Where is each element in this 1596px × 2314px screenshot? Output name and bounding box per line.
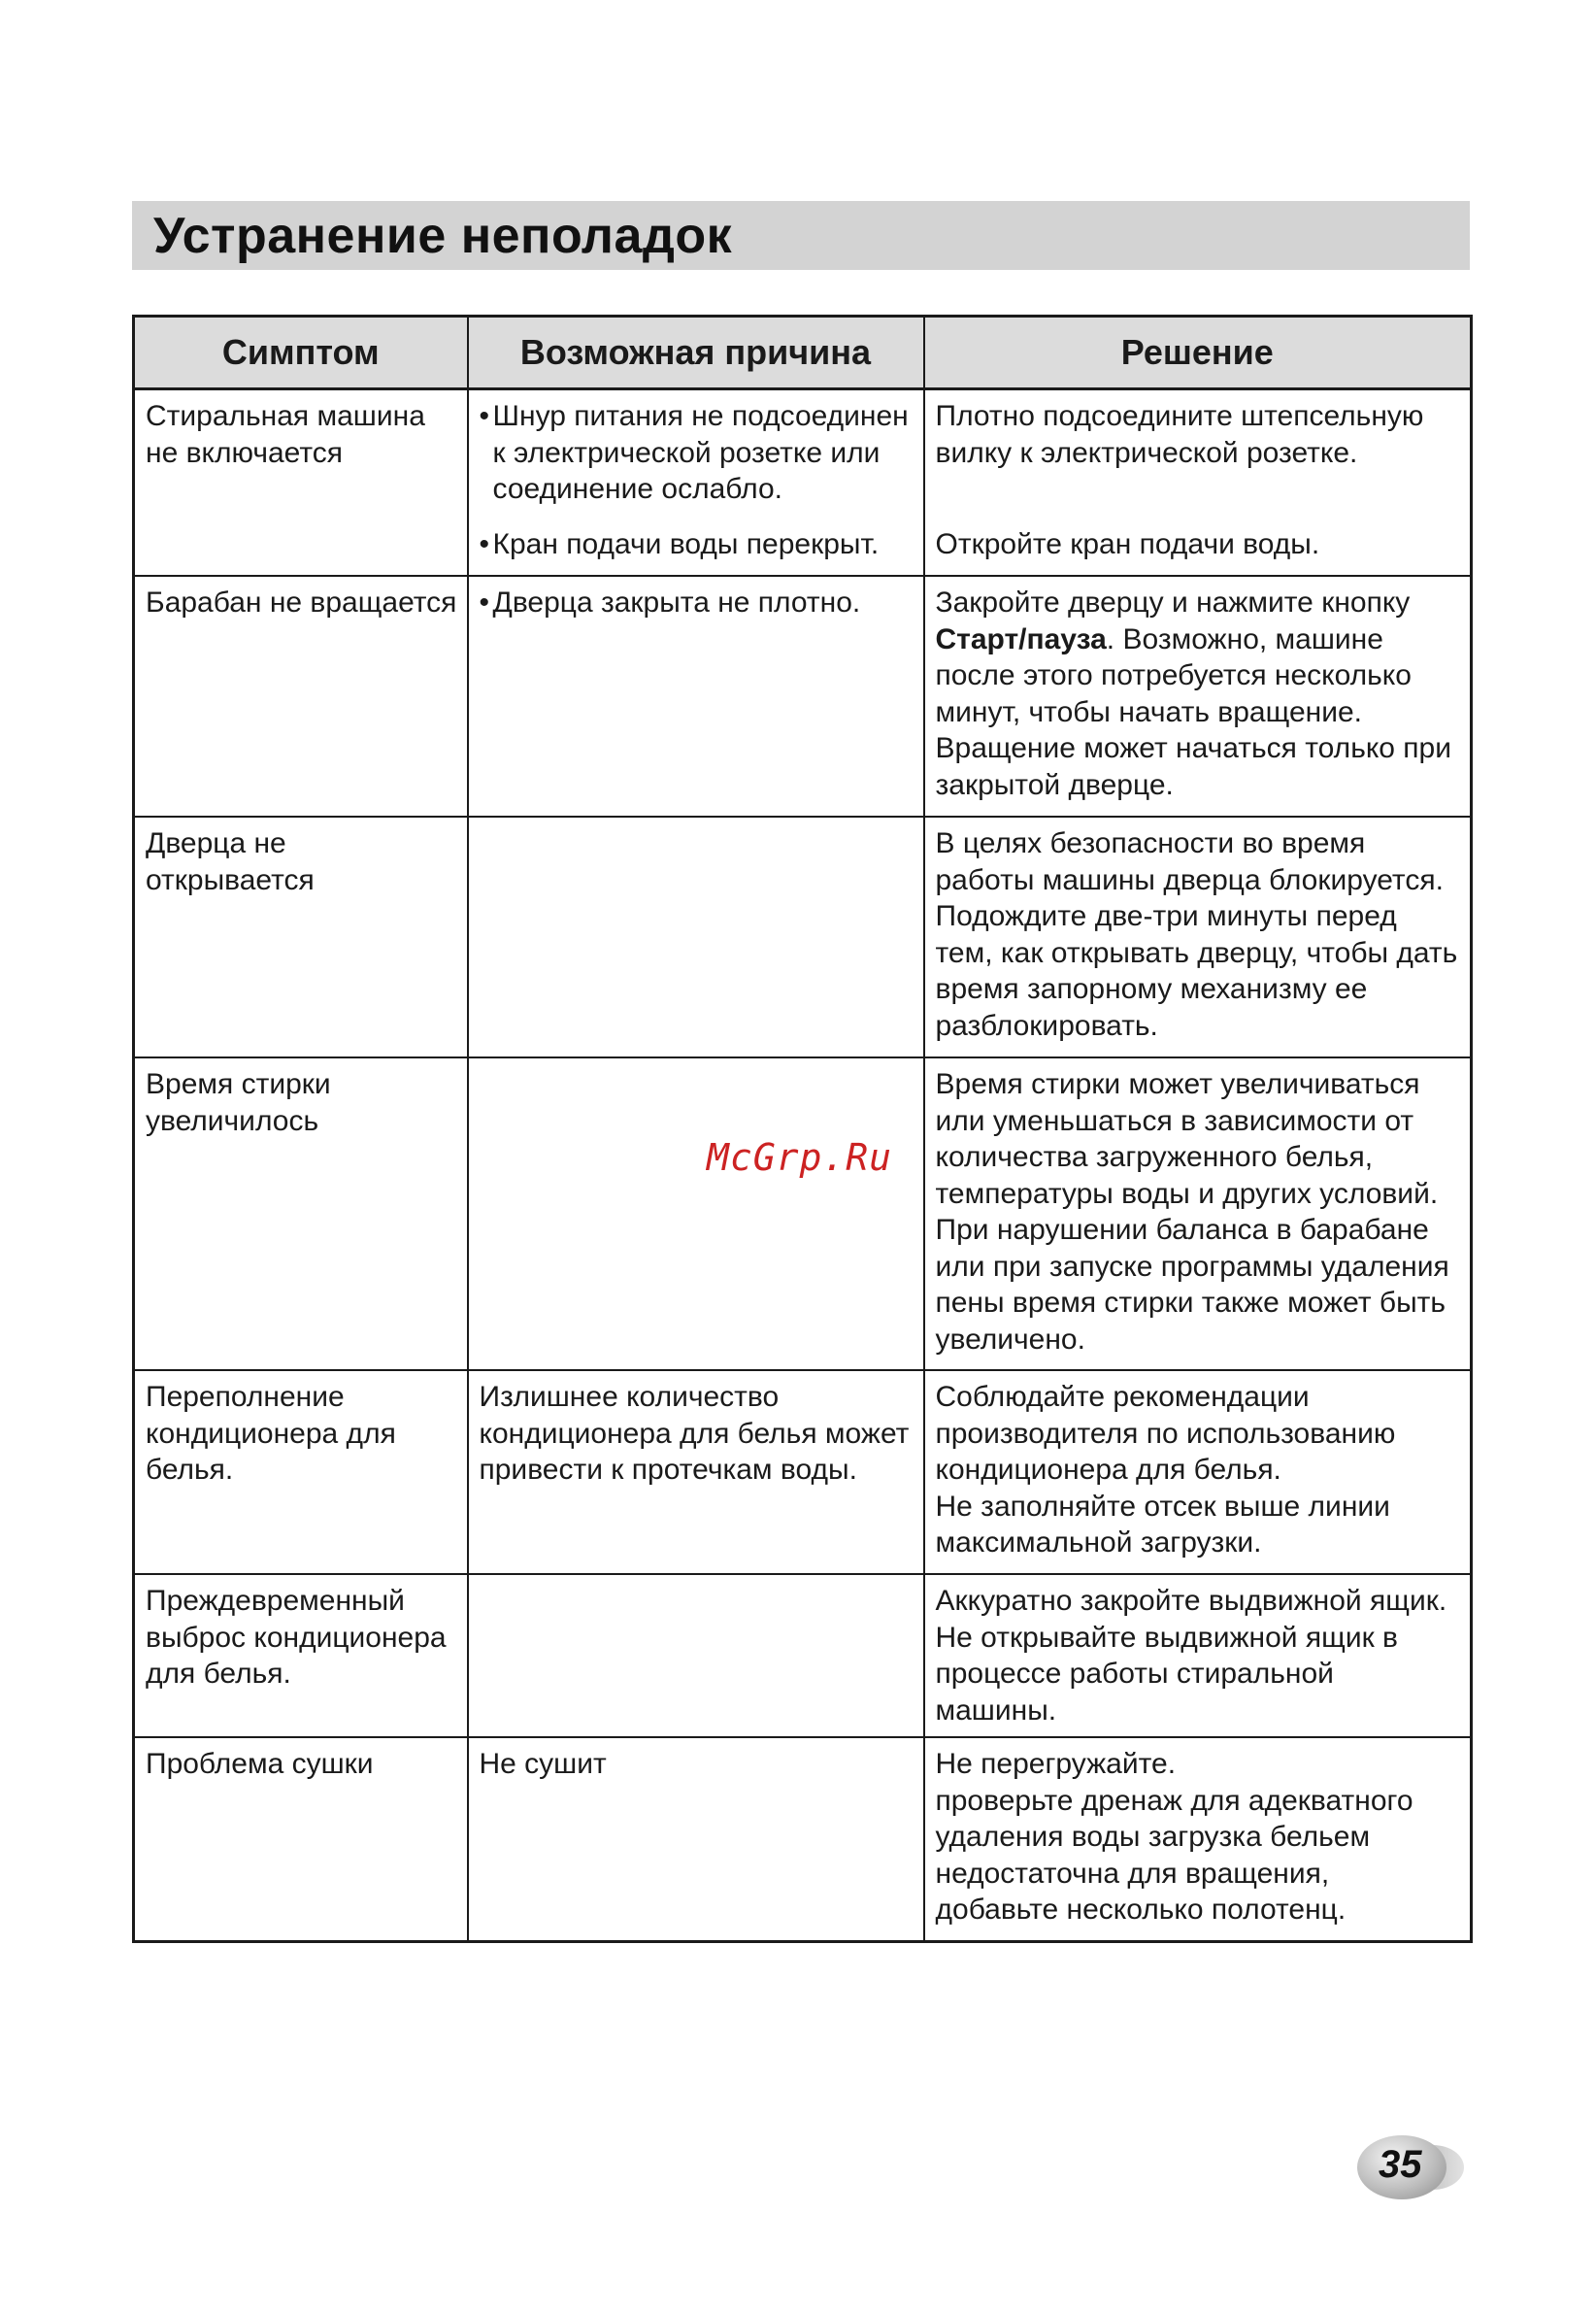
- solution-cell: [924, 1574, 1472, 1737]
- table-row: [134, 817, 1472, 1057]
- page-number: 35: [1379, 2143, 1422, 2186]
- solution-text: Плотно подсоедините штепсельную вилку к электрической розетке.: [935, 400, 1424, 469]
- solution-cell: [924, 389, 1472, 577]
- cause-text: Шнур питания не подсоединен к электрической розетке или соединение ослабло.: [492, 400, 909, 505]
- cause-cell: [468, 576, 924, 817]
- table-row: [134, 1737, 1472, 1942]
- symptom-cell: Стиральная машина не включается: [134, 389, 468, 577]
- bullet-dot-icon: •: [479, 400, 490, 432]
- cause-bullet: [480, 585, 914, 621]
- cause-cell: [468, 1057, 924, 1370]
- start-pause-label: Старт/пауза: [935, 622, 1107, 655]
- cause-text: Кран подачи воды перекрыт.: [492, 527, 880, 560]
- symptom-cell: Дверца не открывается: [134, 817, 468, 1057]
- symptom-cell: Переполнение кондиционера для белья.: [134, 1370, 468, 1574]
- table-row: [134, 1574, 1472, 1737]
- header-symptom: Симптом: [134, 317, 468, 389]
- table-header-row: [134, 317, 1472, 389]
- header-solution: Решение: [924, 317, 1472, 389]
- cause-cell: [468, 389, 924, 577]
- page-title: Устранение неполадок: [153, 207, 733, 264]
- solution-cell: [924, 576, 1472, 817]
- cause-cell: [468, 817, 924, 1057]
- solution-text: Соблюдайте рекомендации производителя по использованию кондиционера для белья.: [935, 1381, 1396, 1486]
- section-title-bar: [132, 201, 1470, 270]
- cause-cell: [468, 1574, 924, 1737]
- solution-text: . Возможно, машине после этого потребуется несколько минут, чтобы начать вращение. Вращение может начаться только при закрытой дверце.: [935, 622, 1451, 801]
- solution-cell: В целях безопасности во время работы машины дверца блокируется. Подождите две-три минуты перед тем, как открывать дверцу, чтобы дать время запорному механизму ее разблокировать.: [924, 817, 1472, 1057]
- page-number-badge: [1357, 2135, 1464, 2199]
- cause-text: Дверца закрыта не плотно.: [492, 587, 861, 619]
- bullet-dot-icon: •: [479, 527, 490, 560]
- table-row: [134, 1057, 1472, 1370]
- cause-bullet: [480, 398, 914, 508]
- symptom-cell: Преждевременный выброс кондиционера для белья.: [134, 1574, 468, 1737]
- solution-text: Аккуратно закройте выдвижной ящик.: [935, 1585, 1447, 1617]
- bullet-dot-icon: •: [479, 587, 490, 619]
- solution-cell: [924, 1737, 1472, 1942]
- solution-text: Не заполняйте отсек выше линии максимальной загрузки.: [935, 1490, 1390, 1559]
- solution-cell: Время стирки может увеличиваться или уменьшаться в зависимости от количества загруженного белья, температуры воды и других условий. При нарушении баланса в барабане или при запуске программы удаления пены время стирки также может быть увеличено.: [924, 1057, 1472, 1370]
- solution-cell: [924, 1370, 1472, 1574]
- symptom-cell: Время стирки увеличилось: [134, 1057, 468, 1370]
- cause-cell: Не сушит: [468, 1737, 924, 1942]
- solution-text: Откройте кран подачи воды.: [935, 528, 1320, 560]
- cause-bullet: [480, 526, 914, 563]
- solution-text: Не открывайте выдвижной ящик в процессе работы стиральной машины.: [935, 1621, 1398, 1727]
- watermark-text: McGrp.Ru: [707, 1136, 893, 1179]
- solution-text: Не перегружайте.: [935, 1748, 1177, 1780]
- header-cause: Возможная причина: [468, 317, 924, 389]
- table-row: [134, 389, 1472, 577]
- solution-text: проверьте дренаж для адекватного удаления воды загрузка бельем недостаточна для вращения, добавьте несколько полотенц.: [935, 1784, 1413, 1926]
- symptom-cell: Барабан не вращается: [134, 576, 468, 817]
- solution-text: Закройте дверцу и нажмите кнопку: [935, 587, 1411, 619]
- troubleshooting-table: [132, 315, 1473, 1943]
- table-row: [134, 1370, 1472, 1574]
- cause-cell: Излишнее количество кондиционера для белья может привести к протечкам воды.: [468, 1370, 924, 1574]
- symptom-cell: Проблема сушки: [134, 1737, 468, 1942]
- table-row: [134, 576, 1472, 817]
